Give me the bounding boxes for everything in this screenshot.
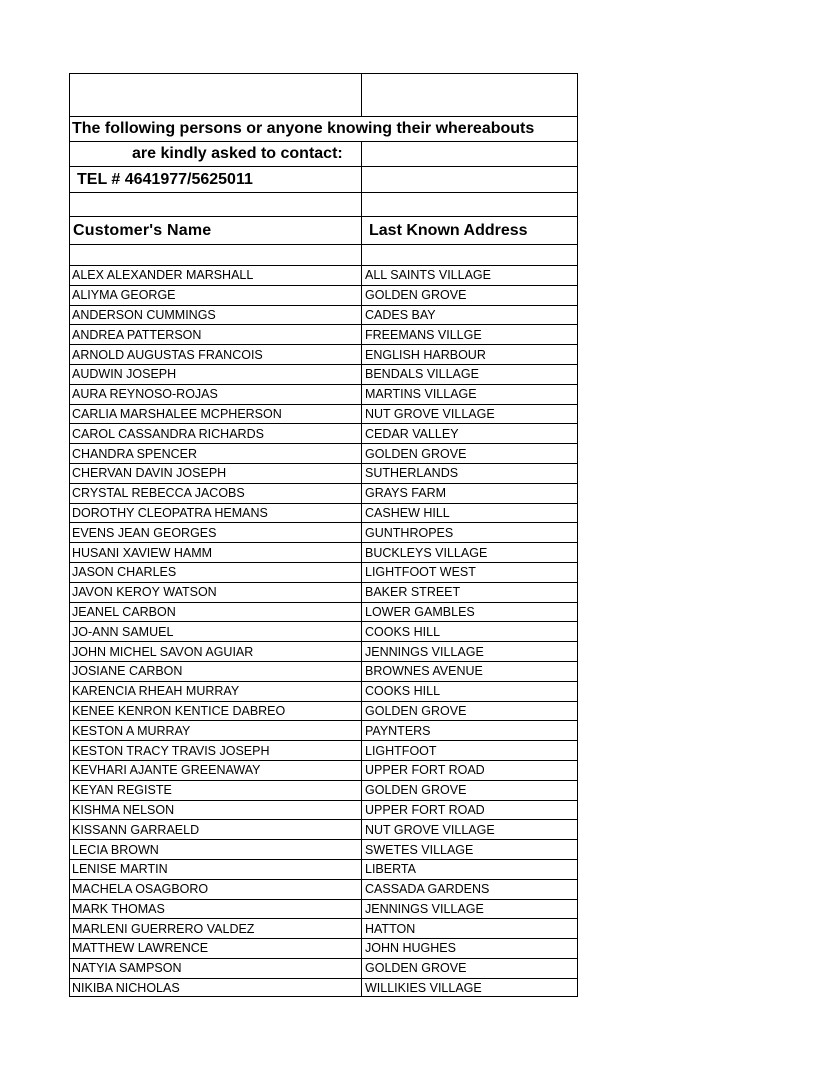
customer-name-cell: ALEX ALEXANDER MARSHALL [69, 265, 361, 285]
last-known-address-cell: LIBERTA [361, 859, 578, 879]
table-grid [69, 73, 578, 997]
last-known-address-cell: NUT GROVE VILLAGE [361, 819, 578, 839]
customer-name-cell: KEVHARI AJANTE GREENAWAY [69, 760, 361, 780]
customer-name-cell: LECIA BROWN [69, 839, 361, 859]
customer-name-cell: ANDREA PATTERSON [69, 324, 361, 344]
customer-name-cell: CHERVAN DAVIN JOSEPH [69, 463, 361, 483]
customer-name-cell: JASON CHARLES [69, 562, 361, 582]
last-known-address-cell: BROWNES AVENUE [361, 661, 578, 681]
last-known-address-cell: UPPER FORT ROAD [361, 800, 578, 820]
customer-name-cell: CAROL CASSANDRA RICHARDS [69, 423, 361, 443]
last-known-address-cell: FREEMANS VILLGE [361, 324, 578, 344]
customer-name-cell: KENEE KENRON KENTICE DABREO [69, 701, 361, 721]
customer-name-cell: JEANEL CARBON [69, 602, 361, 622]
customer-name-cell: EVENS JEAN GEORGES [69, 522, 361, 542]
customer-name-cell: KISHMA NELSON [69, 800, 361, 820]
last-known-address-cell: CEDAR VALLEY [361, 423, 578, 443]
customer-name-cell: LENISE MARTIN [69, 859, 361, 879]
customer-name-cell: KESTON TRACY TRAVIS JOSEPH [69, 740, 361, 760]
customer-name-cell: AURA REYNOSO-ROJAS [69, 384, 361, 404]
column-header-address: Last Known Address [361, 216, 578, 244]
customer-name-cell: NATYIA SAMPSON [69, 958, 361, 978]
notice-line-1: The following persons or anyone knowing their whereabouts [69, 116, 578, 141]
blank-cell [361, 166, 578, 192]
customer-name-cell: JOSIANE CARBON [69, 661, 361, 681]
blank-cell [69, 192, 361, 216]
customer-name-cell: NIKIBA NICHOLAS [69, 978, 361, 998]
last-known-address-cell: GOLDEN GROVE [361, 443, 578, 463]
customer-name-cell: MACHELA OSAGBORO [69, 879, 361, 899]
customer-name-cell: KEYAN REGISTE [69, 780, 361, 800]
last-known-address-cell: GUNTHROPES [361, 522, 578, 542]
column-header-name: Customer's Name [69, 216, 361, 244]
blank-cell [361, 141, 578, 166]
customer-name-cell: CARLIA MARSHALEE MCPHERSON [69, 404, 361, 424]
customer-name-cell: AUDWIN JOSEPH [69, 364, 361, 384]
customer-name-cell: CHANDRA SPENCER [69, 443, 361, 463]
customer-name-cell: CRYSTAL REBECCA JACOBS [69, 483, 361, 503]
customer-name-cell: ALIYMA GEORGE [69, 285, 361, 305]
customer-name-cell: HUSANI XAVIEW HAMM [69, 542, 361, 562]
customer-name-cell: MARK THOMAS [69, 899, 361, 919]
last-known-address-cell: MARTINS VILLAGE [361, 384, 578, 404]
customer-name-cell: ARNOLD AUGUSTAS FRANCOIS [69, 344, 361, 364]
last-known-address-cell: BUCKLEYS VILLAGE [361, 542, 578, 562]
last-known-address-cell: CADES BAY [361, 305, 578, 325]
customer-name-cell: MARLENI GUERRERO VALDEZ [69, 918, 361, 938]
last-known-address-cell: WILLIKIES VILLAGE [361, 978, 578, 998]
customer-name-cell: KARENCIA RHEAH MURRAY [69, 681, 361, 701]
last-known-address-cell: CASHEW HILL [361, 503, 578, 523]
last-known-address-cell: LOWER GAMBLES [361, 602, 578, 622]
customer-name-cell: KISSANN GARRAELD [69, 819, 361, 839]
last-known-address-cell: COOKS HILL [361, 681, 578, 701]
blank-cell [361, 73, 578, 116]
last-known-address-cell: CASSADA GARDENS [361, 879, 578, 899]
notice-line-2: are kindly asked to contact: [69, 141, 361, 166]
last-known-address-cell: LIGHTFOOT WEST [361, 562, 578, 582]
last-known-address-cell: GOLDEN GROVE [361, 701, 578, 721]
last-known-address-cell: SWETES VILLAGE [361, 839, 578, 859]
customer-name-cell: JAVON KEROY WATSON [69, 582, 361, 602]
last-known-address-cell: GOLDEN GROVE [361, 285, 578, 305]
last-known-address-cell: GRAYS FARM [361, 483, 578, 503]
last-known-address-cell: PAYNTERS [361, 720, 578, 740]
last-known-address-cell: JENNINGS VILLAGE [361, 899, 578, 919]
last-known-address-cell: BAKER STREET [361, 582, 578, 602]
customer-name-cell: DOROTHY CLEOPATRA HEMANS [69, 503, 361, 523]
last-known-address-cell: HATTON [361, 918, 578, 938]
customer-table [69, 73, 578, 997]
customer-name-cell: ANDERSON CUMMINGS [69, 305, 361, 325]
blank-cell [69, 244, 361, 265]
customer-name-cell: KESTON A MURRAY [69, 720, 361, 740]
last-known-address-cell: NUT GROVE VILLAGE [361, 404, 578, 424]
last-known-address-cell: ALL SAINTS VILLAGE [361, 265, 578, 285]
blank-cell [69, 73, 361, 116]
last-known-address-cell: GOLDEN GROVE [361, 780, 578, 800]
last-known-address-cell: BENDALS VILLAGE [361, 364, 578, 384]
last-known-address-cell: LIGHTFOOT [361, 740, 578, 760]
blank-cell [361, 244, 578, 265]
customer-name-cell: JO-ANN SAMUEL [69, 621, 361, 641]
blank-cell [361, 192, 578, 216]
last-known-address-cell: UPPER FORT ROAD [361, 760, 578, 780]
last-known-address-cell: COOKS HILL [361, 621, 578, 641]
last-known-address-cell: ENGLISH HARBOUR [361, 344, 578, 364]
telephone-number: TEL # 4641977/5625011 [69, 166, 361, 192]
customer-name-cell: MATTHEW LAWRENCE [69, 938, 361, 958]
customer-name-cell: JOHN MICHEL SAVON AGUIAR [69, 641, 361, 661]
last-known-address-cell: JENNINGS VILLAGE [361, 641, 578, 661]
last-known-address-cell: JOHN HUGHES [361, 938, 578, 958]
last-known-address-cell: SUTHERLANDS [361, 463, 578, 483]
last-known-address-cell: GOLDEN GROVE [361, 958, 578, 978]
